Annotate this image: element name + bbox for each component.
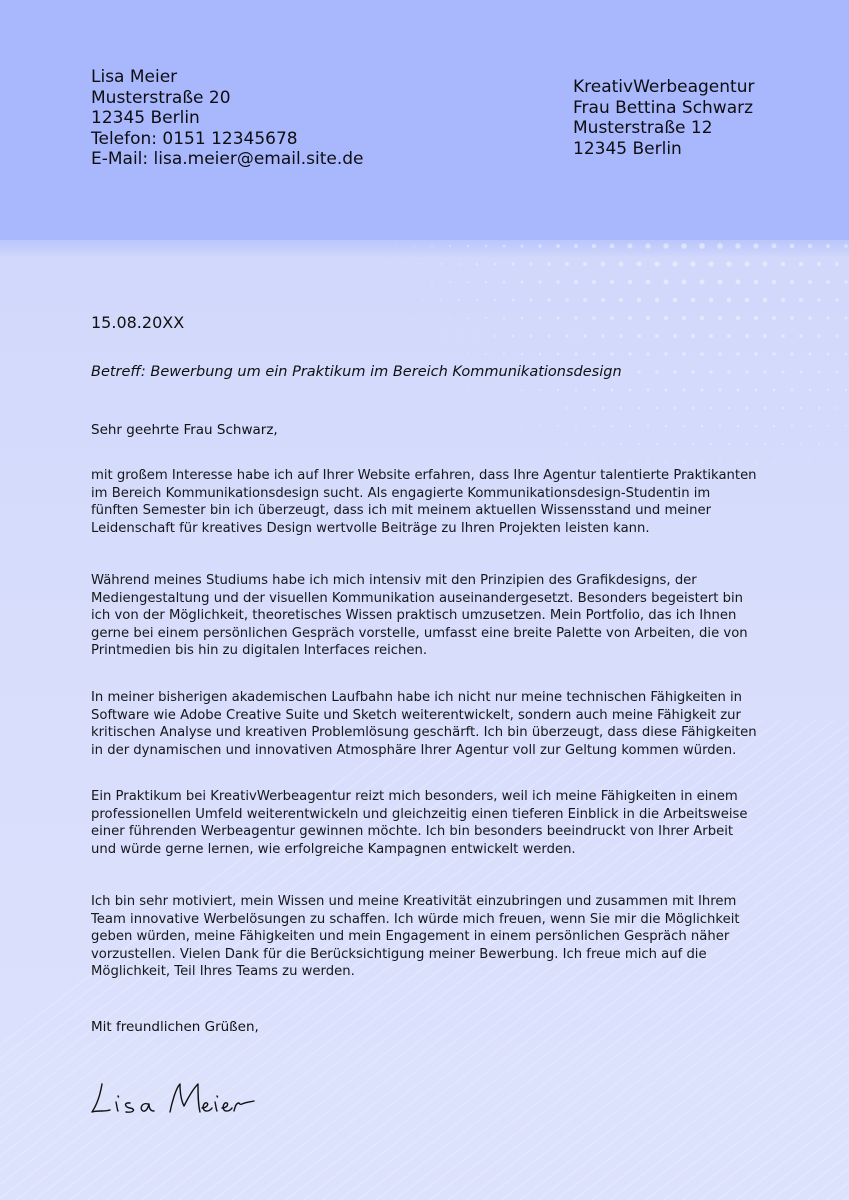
sender-address [91,67,364,170]
sender-email: E-Mail: lisa.meier@email.site.de [91,149,364,169]
recipient-city: 12345 Berlin [573,138,682,159]
recipient-street: Musterstraße 12 [573,118,713,138]
body-paragraph: Ein Praktikum bei KreativWerbeagentur reizt mich besonders, weil ich meine Fähigkeiten in einem professionellen Umfeld weiterentwickeln und gleichzeitig einen tieferen Einblick in die Arbeitsweise einer führenden Werbeagentur gewinnen möchte. Ich bin besonders beeindruckt von Ihrer Arbeit und würde gerne lernen, wie erfolgreiche Kampagnen entwickelt werden. [91,789,748,857]
body-paragraph: Ich bin sehr motiviert, mein Wissen und meine Kreativität einzubringen und zusammen mit Ihrem Team innovative Werbelösungen zu schaffen. Ich würde mich freuen, wenn Sie mir die Möglichkeit geben würden, meine Fähigkeiten und mein Engagement in einem persönlichen Gespräch näher vorzustellen. Vielen Dank für die Berücksichtigung meiner Bewerbung. Ich freue mich auf die Möglichkeit, Teil Ihres Teams zu werden. [91,894,740,980]
recipient-address [573,77,754,159]
signature [88,1072,268,1126]
sender-name: Lisa Meier [91,67,178,87]
letter-subject: Betreff: Bewerbung um ein Praktikum im Bereich Kommunikationsdesign [91,364,622,380]
sender-street: Musterstraße 20 [91,87,231,108]
letter-date: 15.08.20XX [91,313,185,332]
body-paragraph: In meiner bisherigen akademischen Laufbahn habe ich nicht nur meine technischen Fähigkeiten in Software wie Adobe Creative Suite und Sketch weiterentwickelt, sondern auch meine Fähigkeit zur kritischen Analyse und kreativen Problemlösung geschärft. Ich bin überzeugt, dass diese Fähigkeiten in der dynamischen und innovativen Atmosphäre Ihrer Agentur voll zur Geltung kommen würden. [91,690,757,758]
body-paragraph: mit großem Interesse habe ich auf Ihrer Website erfahren, dass Ihre Agentur talentierte Praktikanten im Bereich Kommunikationsdesign sucht. Als engagierte Kommunikationsdesign-Studentin im fünften Semester bin ich überzeugt, dass ich mit meinem aktuellen Wissensstand und meiner Leidenschaft für kreatives Design wertvolle Beiträge zu Ihren Projekten leisten kann. [91,468,757,536]
recipient-company: KreativWerbeagentur [573,77,755,97]
salutation: Sehr geehrte Frau Schwarz, [91,422,278,438]
sender-city: 12345 Berlin [91,108,200,128]
body-paragraph: Während meines Studiums habe ich mich intensiv mit den Prinzipien des Grafikdesigns, der Mediengestaltung und der visuellen Kommunikation auseinandergesetzt. Besonders begeistert bin ich von der Möglichkeit, theoretisches Wissen praktisch umzusetzen. Mein Portfolio, das ich Ihnen gerne bei einem persönlichen Gespräch vorstelle, umfasst eine breite Palette von Arbeiten, die von Printmedien bis hin zu digitalen Interfaces reichen. [91,573,748,659]
sender-phone: Telefon: 0151 12345678 [91,128,298,149]
recipient-contact: Frau Bettina Schwarz [573,97,754,118]
closing: Mit freundlichen Grüßen, [91,1019,259,1035]
